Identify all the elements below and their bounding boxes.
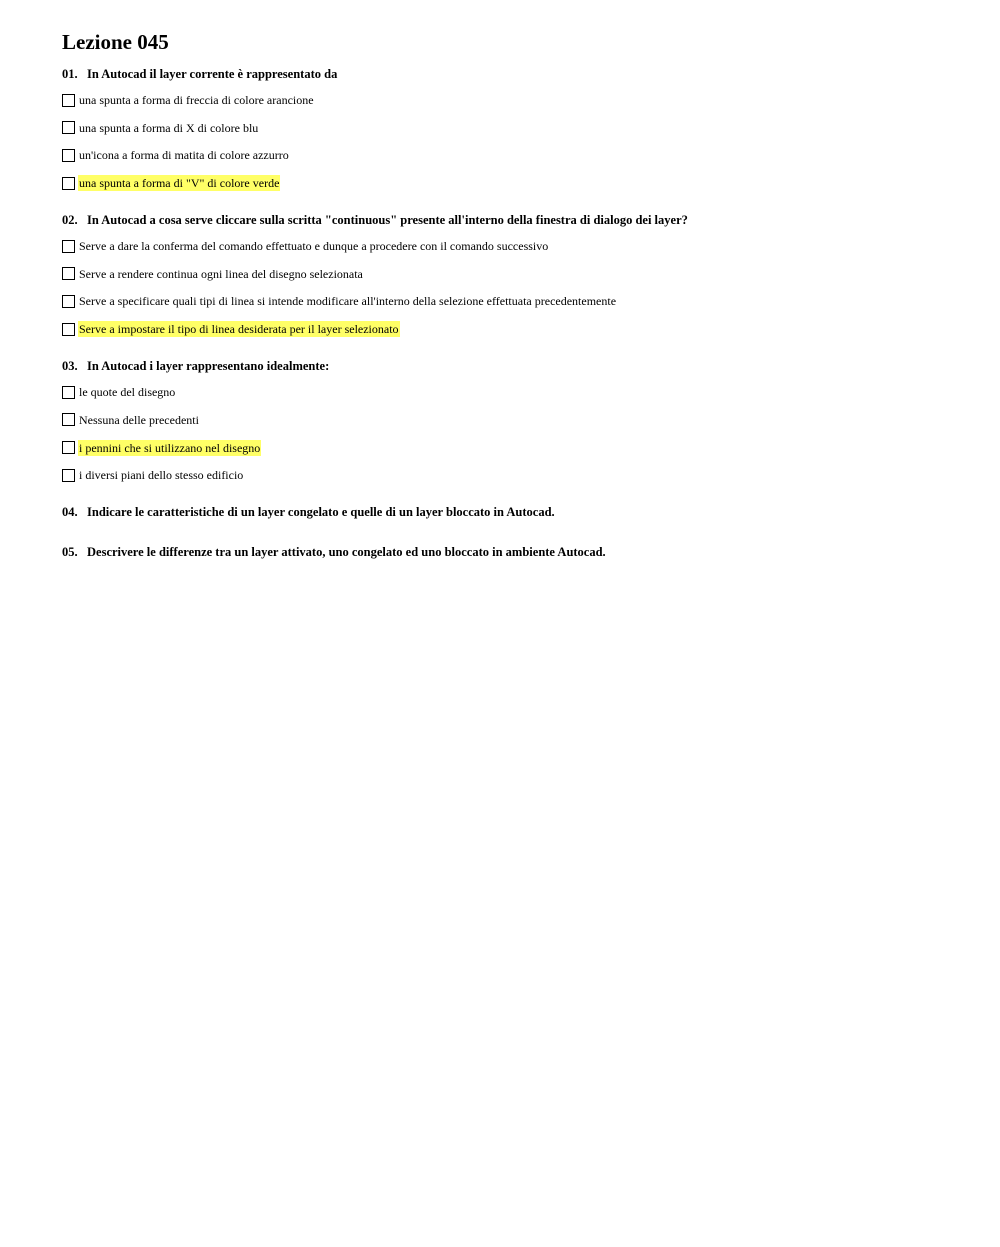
document — [62, 30, 962, 584]
answer-option[interactable] — [62, 266, 962, 282]
question-heading — [62, 504, 962, 520]
question-4 — [62, 504, 962, 520]
answer-text: Serve a specificare quali tipi di linea si intende modificare all'interno della selezione effettuata precedentemente — [79, 294, 617, 309]
answer-checkbox[interactable] — [62, 94, 75, 107]
answer-text: Nessuna delle precedenti — [79, 412, 199, 427]
question-text: In Autocad a cosa serve cliccare sulla scritta "continuous" presente all'interno della finestra di dialogo dei layer? — [87, 213, 688, 228]
question-list — [62, 66, 962, 560]
question-text: In Autocad i layer rappresentano idealmente: — [87, 359, 330, 374]
answer-checkbox[interactable] — [62, 441, 75, 454]
answer-checkbox[interactable] — [62, 295, 75, 308]
answer-option[interactable] — [62, 147, 962, 163]
question-heading — [62, 544, 962, 560]
question-1 — [62, 66, 962, 191]
question-text: Indicare le caratteristiche di un layer congelato e quelle di un layer bloccato in Autocad. — [87, 505, 555, 520]
answer-text: le quote del disegno — [79, 385, 176, 400]
question-number: 04. — [62, 505, 78, 520]
answer-option[interactable] — [62, 384, 962, 400]
question-3 — [62, 358, 962, 483]
question-text: In Autocad il layer corrente è rappresentato da — [87, 67, 338, 81]
answer-options — [62, 384, 962, 483]
answer-option[interactable] — [62, 321, 962, 337]
answer-options — [62, 92, 962, 191]
question-number: 03. — [62, 359, 78, 374]
question-5 — [62, 544, 962, 560]
question-2 — [62, 212, 962, 337]
answer-text: una spunta a forma di X di colore blu — [79, 120, 259, 135]
answer-option[interactable] — [62, 238, 962, 254]
answer-option[interactable] — [62, 440, 962, 456]
answer-options — [62, 238, 962, 337]
answer-checkbox[interactable] — [62, 149, 75, 162]
answer-text: un'icona a forma di matita di colore azzurro — [79, 148, 289, 163]
answer-checkbox[interactable] — [62, 386, 75, 399]
answer-option[interactable] — [62, 92, 962, 108]
answer-option[interactable] — [62, 175, 962, 191]
answer-checkbox[interactable] — [62, 267, 75, 280]
answer-option[interactable] — [62, 293, 962, 309]
answer-text-highlighted: i pennini che si utilizzano nel disegno — [79, 440, 261, 455]
question-heading — [62, 212, 962, 228]
answer-text-highlighted: una spunta a forma di "V" di colore verde — [79, 176, 280, 191]
answer-checkbox[interactable] — [62, 177, 75, 190]
answer-checkbox[interactable] — [62, 240, 75, 253]
answer-text-highlighted: Serve a impostare il tipo di linea desiderata per il layer selezionato — [79, 322, 399, 337]
question-number: 01. — [62, 67, 78, 81]
answer-text: i diversi piani dello stesso edificio — [79, 468, 244, 483]
question-number: 05. — [62, 545, 78, 560]
answer-checkbox[interactable] — [62, 413, 75, 426]
question-heading — [62, 358, 962, 374]
answer-text: Serve a dare la conferma del comando effettuato e dunque a procedere con il comando successivo — [79, 239, 549, 254]
question-heading — [62, 66, 962, 82]
answer-checkbox[interactable] — [62, 323, 75, 336]
answer-checkbox[interactable] — [62, 469, 75, 482]
answer-option[interactable] — [62, 412, 962, 428]
answer-option[interactable] — [62, 120, 962, 136]
answer-text: Serve a rendere continua ogni linea del disegno selezionata — [79, 266, 363, 281]
question-number: 02. — [62, 213, 78, 228]
question-text: Descrivere le differenze tra un layer attivato, uno congelato ed uno bloccato in ambiente Autocad. — [87, 545, 606, 560]
answer-checkbox[interactable] — [62, 121, 75, 134]
answer-text: una spunta a forma di freccia di colore arancione — [79, 93, 314, 107]
page-title: Lezione 045 — [62, 30, 169, 54]
answer-option[interactable] — [62, 467, 962, 483]
